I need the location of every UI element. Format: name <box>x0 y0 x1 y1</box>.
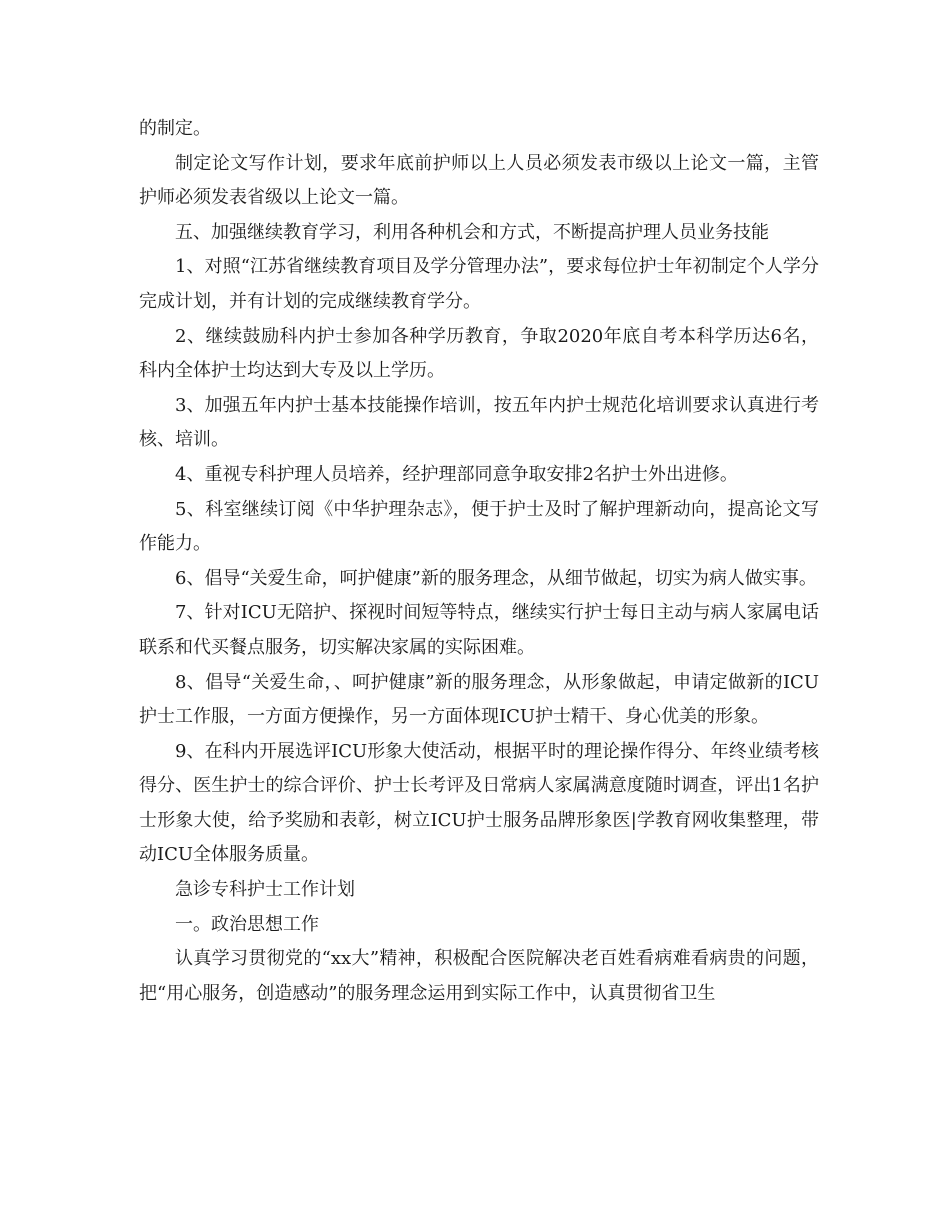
list-item: 6、倡导“关爱生命，呵护健康”新的服务理念，从细节做起，切实为病人做实事。 <box>175 567 817 589</box>
section-heading: 一。政治思想工作 <box>175 913 319 935</box>
section-title: 急诊专科护士工作计划 <box>175 879 355 901</box>
list-item: 2、继续鼓励科内护士参加各种学历教育，争取2020年底自考本科学历达6名，科内全体护士均达到大专及以上学历。 <box>139 325 819 382</box>
paragraph: 制定论文写作计划，要求年底前护师以上人员必须发表市级以上论文一篇，主管护师必须发表省级以上论文一篇。 <box>139 152 819 209</box>
list-item: 1、对照“江苏省继续教育项目及学分管理办法”，要求每位护士年初制定个人学分完成计划，并有计划的完成继续教育学分。 <box>139 256 819 312</box>
list-item: 4、重视专科护理人员培养，经护理部同意争取安排2名护士外出进修。 <box>175 463 738 485</box>
document-body <box>139 112 819 1011</box>
paragraph: 的制定。 <box>139 118 211 139</box>
paragraph: 认真学习贯彻党的“xx大”精神，积极配合医院解决老百姓看病难看病贵的问题，把“用心服务，创造感动”的服务理念运用到实际工作中，认真贯彻省卫生 <box>139 948 819 1004</box>
list-item: 3、加强五年内护士基本技能操作培训，按五年内护士规范化培训要求认真进行考核、培训。 <box>139 394 819 451</box>
list-item: 9、在科内开展选评ICU形象大使活动，根据平时的理论操作得分、年终业绩考核得分、医生护士的综合评价、护士长考评及日常病人家属满意度随时调查，评出1名护士形象大使，给予奖励和表彰，树立ICU护士服务品牌形象医|学教育网收集整理，带动ICU全体服务质量。 <box>139 740 819 866</box>
list-item: 7、针对ICU无陪护、探视时间短等特点，继续实行护士每日主动与病人家属电话联系和代买餐点服务，切实解决家属的实际困难。 <box>139 602 819 658</box>
list-item: 5、科室继续订阅《中华护理杂志》，便于护士及时了解护理新动向，提高论文写作能力。 <box>139 498 819 555</box>
list-item: 8、倡导“关爱生命，、呵护健康”新的服务理念，从形象做起，申请定做新的ICU护士工作服，一方面方便操作，另一方面体现ICU护士精干、身心优美的形象。 <box>139 671 819 728</box>
section-heading: 五、加强继续教育学习，利用各种机会和方式，不断提高护理人员业务技能 <box>175 221 769 243</box>
